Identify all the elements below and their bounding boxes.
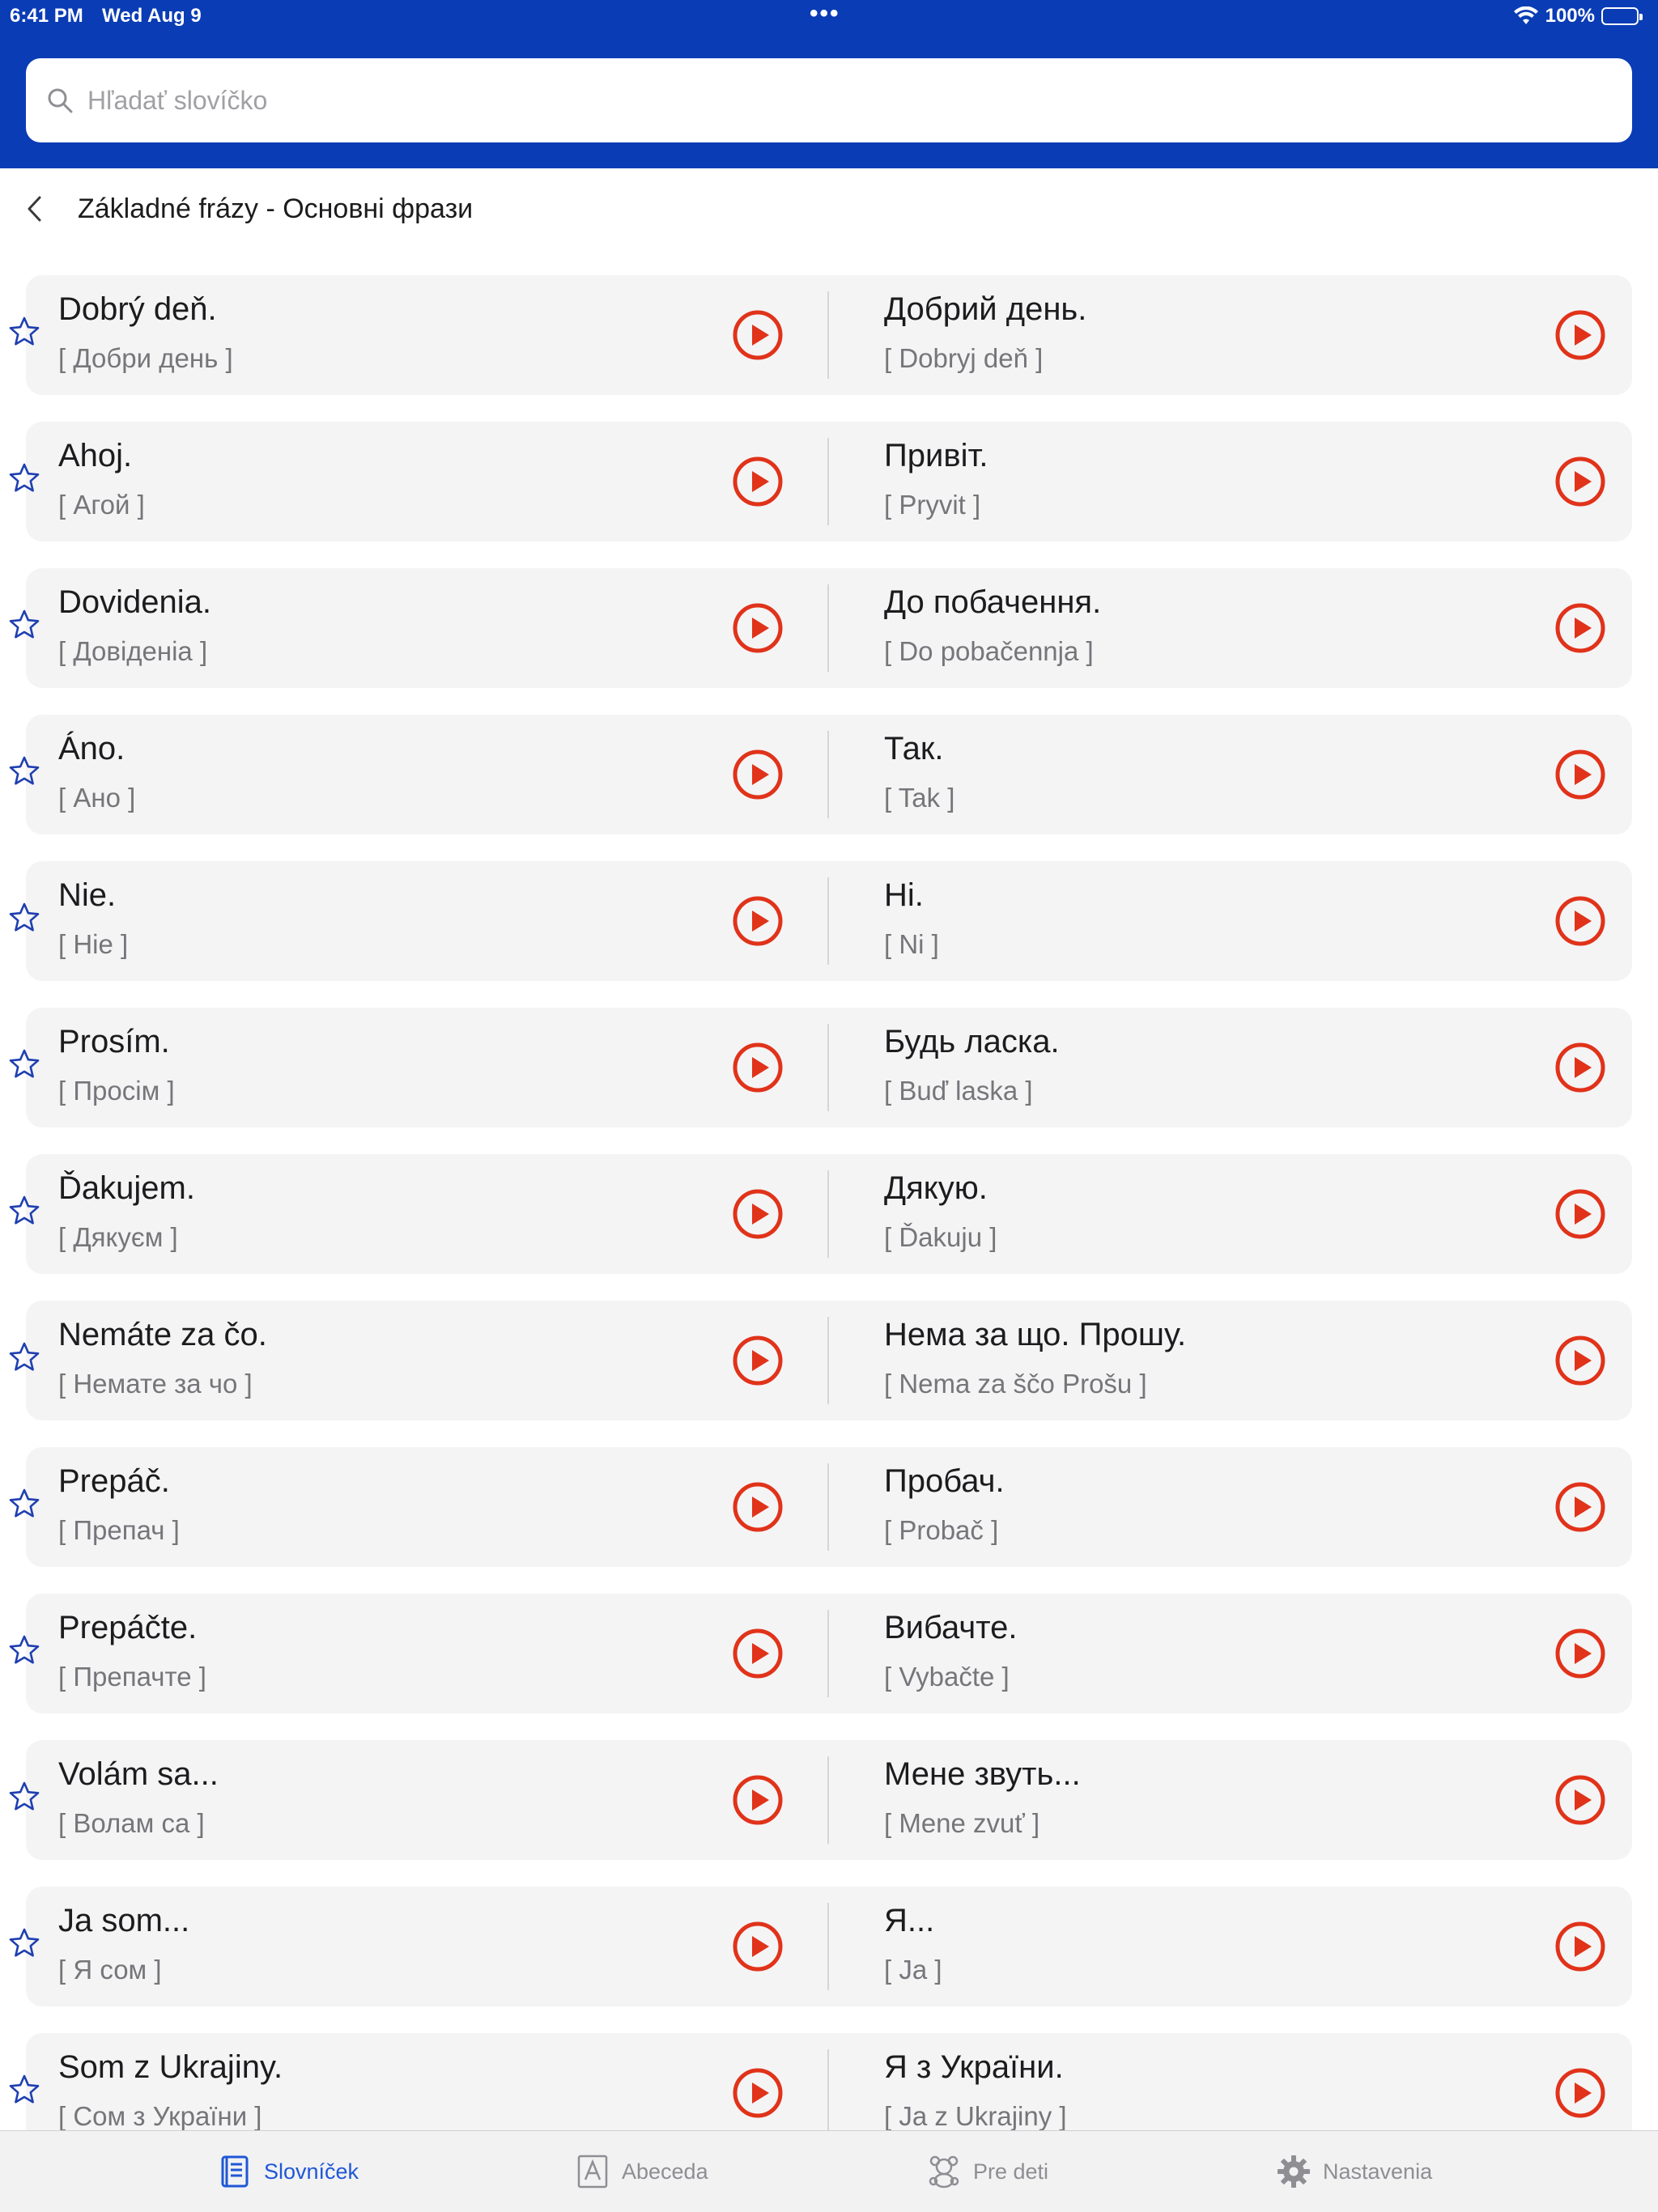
ukrainian-phrase: Будь ласка. [884,1024,1060,1059]
ukrainian-side [842,1740,1632,1860]
ukrainian-pronunciation: [ Vybačte ] [884,1662,1010,1692]
ukrainian-phrase: Ні. [884,877,924,913]
ukrainian-side [842,568,1632,688]
status-time: 6:41 PM [10,5,83,27]
slovak-pronunciation: [ Дякуєм ] [58,1222,178,1252]
slovak-side [26,2033,835,2130]
ukrainian-side [842,1008,1632,1127]
slovak-pronunciation: [ Препачте ] [58,1662,206,1692]
slovak-phrase: Dobrý deň. [58,291,217,327]
chevron-left-icon [27,195,43,223]
search-bar[interactable] [26,58,1632,142]
ukrainian-phrase: Мене звуть... [884,1756,1081,1792]
slovak-pronunciation: [ Немате за чо ] [58,1369,253,1399]
ukrainian-side [842,422,1632,541]
ukrainian-pronunciation: [ Ni ] [884,929,939,959]
divider [827,584,829,672]
play-slovak-icon[interactable] [732,749,784,800]
play-slovak-icon[interactable] [732,1188,784,1240]
ukrainian-side [842,1301,1632,1420]
slovak-pronunciation: [ Добри день ] [58,343,233,373]
slovak-pronunciation: [ Препач ] [58,1515,180,1545]
ukrainian-phrase: Вибачте. [884,1610,1018,1645]
ukrainian-phrase: Пробач. [884,1463,1005,1499]
play-ukrainian-icon[interactable] [1554,2067,1606,2119]
phrase-row[interactable] [26,1008,1632,1127]
slovak-side [26,275,835,395]
slovak-side [26,1301,835,1420]
ukrainian-phrase: Добрий день. [884,291,1087,327]
tab-bar [0,2130,1658,2212]
play-ukrainian-icon[interactable] [1554,1188,1606,1240]
play-ukrainian-icon[interactable] [1554,749,1606,800]
slovak-pronunciation: [ Я сом ] [58,1955,162,1985]
phrase-row[interactable] [26,1154,1632,1274]
play-ukrainian-icon[interactable] [1554,1921,1606,1972]
slovak-pronunciation: [ Сом з України ] [58,2101,262,2130]
divider [827,1317,829,1404]
tab-label: Nastavenia [1323,2159,1433,2184]
ukrainian-side [842,1887,1632,2006]
play-ukrainian-icon[interactable] [1554,309,1606,361]
play-slovak-icon[interactable] [732,1042,784,1093]
play-slovak-icon[interactable] [732,456,784,507]
play-slovak-icon[interactable] [732,1774,784,1826]
play-ukrainian-icon[interactable] [1554,602,1606,654]
phrase-row[interactable] [26,1447,1632,1567]
phrase-row[interactable] [26,1594,1632,1713]
back-button[interactable] [23,193,47,225]
slovak-phrase: Nemáte za čo. [58,1317,267,1352]
slovak-phrase: Prosím. [58,1024,170,1059]
ukrainian-side [842,1447,1632,1567]
phrase-row[interactable] [26,2033,1632,2130]
play-slovak-icon[interactable] [732,1628,784,1679]
slovak-phrase: Som z Ukrajiny. [58,2049,283,2085]
play-ukrainian-icon[interactable] [1554,1335,1606,1386]
phrase-row[interactable] [26,275,1632,395]
play-slovak-icon[interactable] [732,1481,784,1533]
status-right [1513,5,1639,28]
wifi-icon [1513,6,1539,26]
ukrainian-pronunciation: [ Tak ] [884,783,955,813]
multitasking-dots[interactable]: ••• [810,0,840,27]
play-slovak-icon[interactable] [732,1921,784,1972]
divider [827,1756,829,1844]
phrase-row[interactable] [26,1740,1632,1860]
play-ukrainian-icon[interactable] [1554,1042,1606,1093]
divider [827,1903,829,1990]
ukrainian-side [842,1594,1632,1713]
slovak-phrase: Ahoj. [58,438,133,473]
ukrainian-phrase: Нема за що. Прошу. [884,1317,1187,1352]
ukrainian-pronunciation: [ Probač ] [884,1515,999,1545]
ukrainian-pronunciation: [ Nema za ščo Prošu ] [884,1369,1147,1399]
search-icon [45,86,74,115]
divider [827,1170,829,1258]
phrase-row[interactable] [26,1887,1632,2006]
play-slovak-icon[interactable] [732,1335,784,1386]
slovak-pronunciation: [ Ано ] [58,783,136,813]
ukrainian-side [842,715,1632,834]
ukrainian-phrase: До побачення. [884,584,1102,620]
slovak-pronunciation: [ Просім ] [58,1076,175,1106]
play-ukrainian-icon[interactable] [1554,1774,1606,1826]
play-slovak-icon[interactable] [732,895,784,947]
slovak-side [26,1887,835,2006]
play-ukrainian-icon[interactable] [1554,1481,1606,1533]
ukrainian-pronunciation: [ Ďakuju ] [884,1222,997,1252]
play-slovak-icon[interactable] [732,602,784,654]
ukrainian-phrase: Дякую. [884,1170,988,1206]
slovak-phrase: Volám sa... [58,1756,219,1792]
slovak-side [26,1740,835,1860]
tab-label: Slovníček [264,2159,359,2184]
ukrainian-pronunciation: [ Do pobačennja ] [884,636,1094,666]
slovak-pronunciation: [ Ніе ] [58,929,129,959]
play-slovak-icon[interactable] [732,2067,784,2119]
status-bar [0,0,1658,36]
slovak-side [26,861,835,981]
play-ukrainian-icon[interactable] [1554,1628,1606,1679]
phrase-row[interactable] [26,422,1632,541]
app-header [0,0,1658,168]
ukrainian-pronunciation: [ Dobryj deň ] [884,343,1044,373]
slovak-pronunciation: [ Волам са ] [58,1808,205,1838]
book-icon [217,2154,253,2189]
battery-icon [1601,7,1639,25]
divider [827,438,829,525]
tab-pre-deti[interactable] [829,2131,1244,2212]
slovak-pronunciation: [ Довіденіа ] [58,636,208,666]
ukrainian-pronunciation: [ Mene zvuť ] [884,1808,1040,1838]
slovak-side [26,1008,835,1127]
tab-abeceda[interactable] [518,2131,829,2212]
play-ukrainian-icon[interactable] [1554,456,1606,507]
tab-label: Abeceda [622,2159,708,2184]
slovak-phrase: Ďakujem. [58,1170,195,1206]
phrase-row[interactable] [26,1301,1632,1420]
slovak-phrase: Dovidenia. [58,584,212,620]
tab-slovnicek[interactable] [104,2131,518,2212]
ukrainian-side [842,1154,1632,1274]
divider [827,731,829,818]
slovak-phrase: Nie. [58,877,117,913]
tab-nastavenia[interactable] [1244,2131,1658,2212]
phrase-row[interactable] [26,861,1632,981]
tab-label: Pre deti [973,2159,1049,2184]
phrase-row[interactable] [26,568,1632,688]
ukrainian-phrase: Я... [884,1903,935,1938]
ukrainian-phrase: Я з України. [884,2049,1064,2085]
ukrainian-pronunciation: [ Buď laska ] [884,1076,1033,1106]
battery-percent: 100% [1545,5,1595,27]
ukrainian-side [842,861,1632,981]
ukrainian-side [842,275,1632,395]
divider [827,877,829,965]
page-title: Základné frázy - Основні фрази [78,193,474,224]
phrase-list[interactable] [0,275,1658,2130]
ukrainian-pronunciation: [ Ja ] [884,1955,942,1985]
search-input[interactable] [86,85,1587,117]
slovak-phrase: Prepáčte. [58,1610,198,1645]
slovak-side [26,715,835,834]
teddy-bear-icon [926,2154,962,2189]
ukrainian-pronunciation: [ Ja z Ukrajiny ] [884,2101,1067,2130]
phrase-row[interactable] [26,715,1632,834]
divider [827,1610,829,1697]
slovak-phrase: Prepáč. [58,1463,170,1499]
slovak-side [26,568,835,688]
slovak-side [26,1594,835,1713]
divider [827,1463,829,1551]
status-date: Wed Aug 9 [102,5,202,27]
ukrainian-pronunciation: [ Pryvit ] [884,490,981,520]
play-slovak-icon[interactable] [732,309,784,361]
divider [827,2049,829,2130]
divider [827,1024,829,1111]
ukrainian-phrase: Так. [884,731,944,766]
breadcrumb [0,175,1658,243]
ukrainian-phrase: Привіт. [884,438,988,473]
gear-icon [1276,2154,1312,2189]
slovak-side [26,1447,835,1567]
ukrainian-side [842,2033,1632,2130]
slovak-pronunciation: [ Агой ] [58,490,145,520]
slovak-side [26,422,835,541]
slovak-phrase: Ja som... [58,1903,190,1938]
play-ukrainian-icon[interactable] [1554,895,1606,947]
slovak-side [26,1154,835,1274]
slovak-phrase: Áno. [58,731,125,766]
divider [827,291,829,379]
alphabet-icon [575,2154,610,2189]
